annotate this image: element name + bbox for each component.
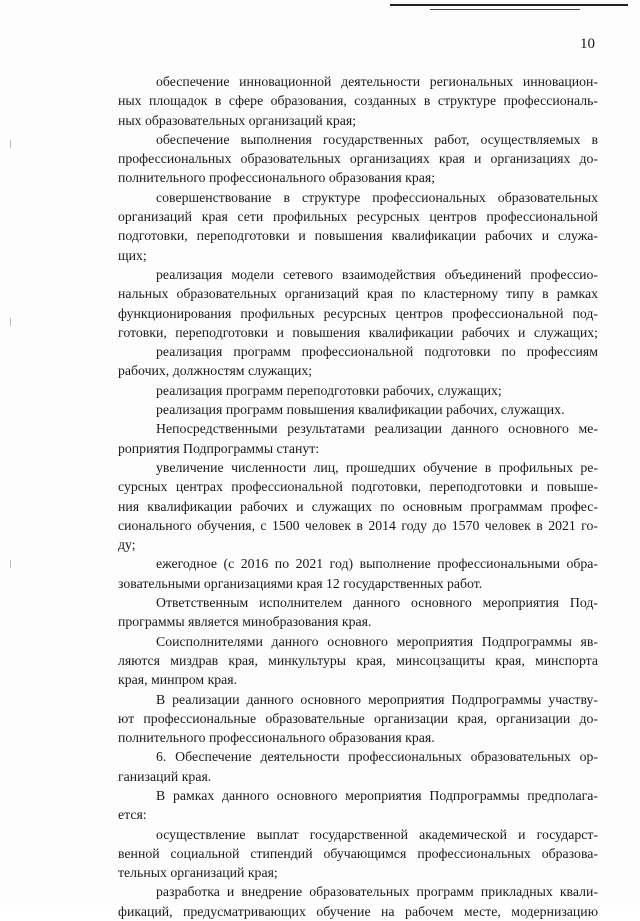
text-line: края, минпром края. bbox=[118, 672, 238, 688]
text-line: ния квалификации рабочих и служащих по основным программам профес- bbox=[118, 498, 598, 514]
margin-mark bbox=[10, 140, 11, 148]
text-line: подготовки, переподготовки и повышения квалификации рабочих и служа- bbox=[118, 228, 598, 244]
text-line: организаций края сети профильных ресурсных центров профессиональной bbox=[118, 209, 598, 225]
text-line: нальных образовательных организаций края по кластерному типу в рамках bbox=[118, 286, 598, 302]
text-line: готовки, переподготовки и повышения квалификации рабочих и служащих; bbox=[118, 324, 598, 340]
text-line: реализация программ повышения квалификации рабочих, служащих. bbox=[156, 402, 565, 418]
text-line: Соисполнителями данного основного мероприятия Подпрограммы яв- bbox=[156, 633, 598, 649]
text-line: венной социальной стипендий обучающимся профессиональных образова- bbox=[118, 845, 598, 861]
text-line: обеспечение выполнения государственных работ, осуществляемых в bbox=[156, 131, 598, 147]
text-line: программы является минобразования края. bbox=[118, 614, 372, 630]
text-line: ганизаций края. bbox=[118, 768, 212, 784]
text-line: 6. Обеспечение деятельности профессиональных образовательных ор- bbox=[156, 749, 598, 765]
margin-mark bbox=[10, 560, 11, 568]
text-line: рабочих, должностям служащих; bbox=[118, 363, 313, 379]
text-line: ду; bbox=[118, 537, 136, 553]
body-text bbox=[118, 72, 598, 921]
text-line: реализация программ профессиональной подготовки по профессиям bbox=[156, 344, 598, 360]
header-rule bbox=[390, 4, 628, 6]
text-line: сурсных центрах профессиональной подготовки, переподготовки и повыше- bbox=[118, 479, 598, 495]
text-line: профессиональных образовательных организациях края и организациях до- bbox=[118, 151, 598, 167]
text-line: сионального обучения, с 1500 человек в 2014 году до 1570 человек в 2021 го- bbox=[118, 517, 598, 533]
text-line: совершенствование в структуре профессиональных образовательных bbox=[156, 189, 598, 205]
text-line: Непосредственными результатами реализации данного основного ме- bbox=[156, 421, 598, 437]
header-rule-secondary bbox=[430, 9, 580, 10]
text-line: ных площадок в сфере образования, созданных в структуре профессиональ- bbox=[118, 93, 598, 109]
text-line: ежегодное (с 2016 по 2021 год) выполнение профессиональными обра- bbox=[156, 556, 598, 572]
text-line: ют профессиональные образовательные организации края, организации до- bbox=[118, 710, 598, 726]
text-line: фикаций, предусматривающих обучение на рабочем месте, модернизацию bbox=[118, 903, 598, 919]
text-line: разработка и внедрение образовательных программ прикладных квали- bbox=[156, 884, 598, 900]
text-line: зовательными организациями края 12 государственных работ. bbox=[118, 575, 483, 591]
text-line: роприятия Подпрограммы станут: bbox=[118, 440, 320, 456]
page-number: 10 bbox=[580, 36, 595, 52]
text-line: тельных организаций края; bbox=[118, 865, 278, 881]
margin-mark bbox=[10, 318, 11, 326]
text-line: реализация программ переподготовки рабочих, служащих; bbox=[156, 382, 502, 398]
text-line: увеличение численности лиц, прошедших обучение в профильных ре- bbox=[156, 459, 598, 475]
text-line: ных образовательных организаций края; bbox=[118, 112, 357, 128]
text-line: обеспечение инновационной деятельности региональных инновацион- bbox=[156, 74, 598, 89]
text-line: ется: bbox=[118, 807, 147, 823]
text-line: функционирования профильных ресурсных центров профессиональной под- bbox=[118, 305, 598, 321]
text-line: В реализации данного основного мероприятия Подпрограммы участву- bbox=[156, 691, 598, 707]
text-line: Ответственным исполнителем данного основного мероприятия Под- bbox=[156, 595, 598, 611]
text-line: осуществление выплат государственной академической и государст- bbox=[156, 826, 598, 842]
text-line: щих; bbox=[118, 247, 147, 263]
text-line: полнительного профессионального образования края. bbox=[118, 730, 435, 746]
text-line: ляются миздрав края, минкультуры края, минсоцзащиты края, минспорта bbox=[118, 652, 598, 668]
text-line: В рамках данного основного мероприятия Подпрограммы предполага- bbox=[156, 787, 598, 803]
text-line: реализация модели сетевого взаимодействия объединений профессио- bbox=[156, 266, 598, 282]
text-line: полнительного профессионального образования края; bbox=[118, 170, 436, 186]
